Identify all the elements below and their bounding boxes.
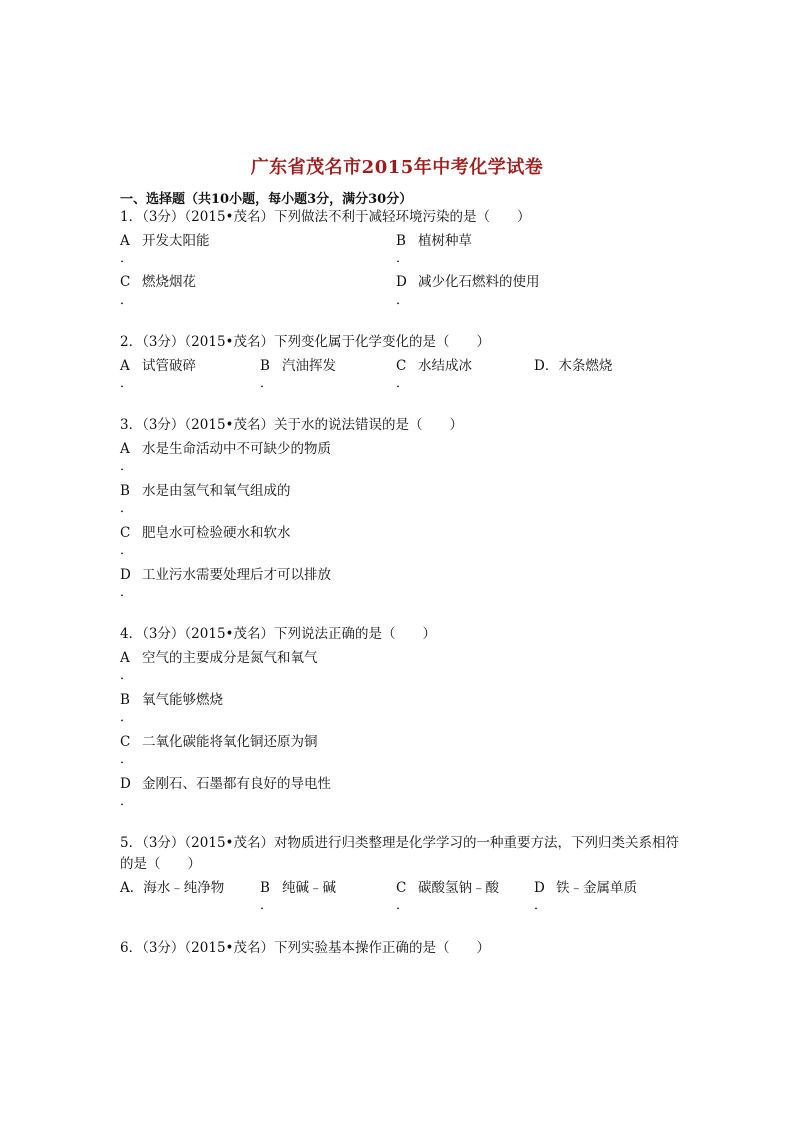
option-dot: ． bbox=[260, 898, 274, 913]
option-text: 铁﹣金属单质 bbox=[556, 880, 637, 896]
option-dot: ． bbox=[396, 293, 410, 308]
question-1-option-d bbox=[396, 270, 540, 290]
option-text: 空气的主要成分是氮气和氧气 bbox=[142, 650, 318, 666]
option-letter: C bbox=[120, 734, 131, 750]
option-dot: ． bbox=[120, 501, 134, 516]
option-text: 水结成冰 bbox=[418, 358, 472, 374]
option-text: 燃烧烟花 bbox=[142, 274, 196, 290]
option-dot: ． bbox=[120, 752, 134, 767]
question-2-option-a bbox=[120, 354, 196, 374]
option-text: 减少化石燃料的使用 bbox=[418, 274, 540, 290]
question-3-stem: 3．（3分）（2015•茂名）关于水的说法错误的是（ ） bbox=[120, 417, 463, 433]
question-3-option-c bbox=[120, 521, 291, 541]
option-letter: D bbox=[120, 567, 131, 583]
option-text: 碳酸氢钠﹣酸 bbox=[418, 880, 499, 896]
option-letter: B bbox=[260, 880, 270, 896]
question-3-option-d bbox=[120, 563, 331, 583]
option-dot: ． bbox=[120, 668, 134, 683]
option-letter: D bbox=[396, 274, 407, 290]
option-text: 试管破碎 bbox=[142, 358, 196, 374]
option-letter: B bbox=[120, 483, 130, 499]
question-5-option-a bbox=[120, 876, 224, 896]
exam-title: 广东省茂名市2015年中考化学试卷 bbox=[250, 157, 544, 178]
option-dot: ． bbox=[120, 710, 134, 725]
option-letter: D bbox=[534, 880, 545, 896]
option-text: 开发太阳能 bbox=[142, 233, 210, 249]
question-1-option-a bbox=[120, 229, 210, 249]
option-letter: D bbox=[120, 776, 131, 792]
option-letter: D． bbox=[534, 358, 559, 374]
option-dot: ． bbox=[396, 251, 410, 266]
option-text: 水是生命活动中不可缺少的物质 bbox=[142, 441, 331, 457]
option-text: 汽油挥发 bbox=[282, 358, 336, 374]
option-letter: B bbox=[396, 233, 406, 249]
question-4-option-d bbox=[120, 772, 331, 792]
option-letter: C bbox=[120, 525, 131, 541]
question-3-option-b bbox=[120, 479, 291, 499]
option-text: 二氧化碳能将氧化铜还原为铜 bbox=[142, 734, 318, 750]
option-letter: B bbox=[120, 692, 130, 708]
question-2-option-b bbox=[260, 354, 336, 374]
option-text: 氧气能够燃烧 bbox=[142, 692, 223, 708]
section-heading: 一、选择题（共10小题，每小题3分，满分30分） bbox=[120, 192, 413, 207]
option-letter: C bbox=[120, 274, 131, 290]
question-6-stem: 6．（3分）（2015•茂名）下列实验基本操作正确的是（ ） bbox=[120, 940, 490, 956]
option-letter: A bbox=[120, 233, 130, 249]
option-dot: ． bbox=[534, 898, 548, 913]
question-4-option-b bbox=[120, 688, 223, 708]
question-4-stem: 4．（3分）（2015•茂名）下列说法正确的是（ ） bbox=[120, 626, 436, 642]
option-letter: A． bbox=[120, 880, 144, 896]
question-4-option-c bbox=[120, 730, 318, 750]
option-letter: A bbox=[120, 441, 130, 457]
option-letter: A bbox=[120, 650, 130, 666]
option-dot: ． bbox=[120, 585, 134, 600]
option-dot: ． bbox=[260, 376, 274, 391]
option-text: 金刚石、石墨都有良好的导电性 bbox=[142, 776, 331, 792]
option-dot: ． bbox=[120, 251, 134, 266]
option-dot: ． bbox=[396, 376, 410, 391]
option-letter: C bbox=[396, 880, 407, 896]
question-3-option-a bbox=[120, 437, 331, 457]
question-4-option-a bbox=[120, 646, 318, 666]
question-1-option-c bbox=[120, 270, 196, 290]
option-text: 纯碱﹣碱 bbox=[282, 880, 336, 896]
option-text: 木条燃烧 bbox=[558, 358, 613, 374]
question-1-stem: 1．（3分）（2015•茂名）下列做法不利于减轻环境污染的是（ ） bbox=[120, 209, 531, 225]
option-dot: ． bbox=[120, 293, 134, 308]
option-text: 肥皂水可检验硬水和软水 bbox=[142, 525, 291, 541]
question-2-stem: 2．（3分）（2015•茂名）下列变化属于化学变化的是（ ） bbox=[120, 334, 490, 350]
option-dot: ． bbox=[120, 543, 134, 558]
option-letter: A bbox=[120, 358, 130, 374]
option-dot: ． bbox=[120, 459, 134, 474]
option-text: 海水﹣纯净物 bbox=[143, 880, 225, 896]
question-2-option-d bbox=[534, 354, 612, 374]
option-dot: ． bbox=[396, 898, 410, 913]
option-letter: B bbox=[260, 358, 270, 374]
option-letter: C bbox=[396, 358, 407, 374]
question-1-option-b bbox=[396, 229, 472, 249]
question-5-stem: 5．（3分）（2015•茂名）对物质进行归类整理是化学学习的一种重要方法，下列归类关系相符的是（ ） bbox=[120, 835, 679, 872]
question-2-option-c bbox=[396, 354, 472, 374]
option-dot: ． bbox=[120, 794, 134, 809]
option-text: 植树种草 bbox=[418, 233, 472, 249]
option-text: 水是由氢气和氧气组成的 bbox=[142, 483, 291, 499]
question-5-option-b bbox=[260, 876, 336, 896]
option-text: 工业污水需要处理后才可以排放 bbox=[142, 567, 331, 583]
question-5-option-c bbox=[396, 876, 499, 896]
question-5-option-d bbox=[534, 876, 637, 896]
option-dot: ． bbox=[120, 376, 134, 391]
